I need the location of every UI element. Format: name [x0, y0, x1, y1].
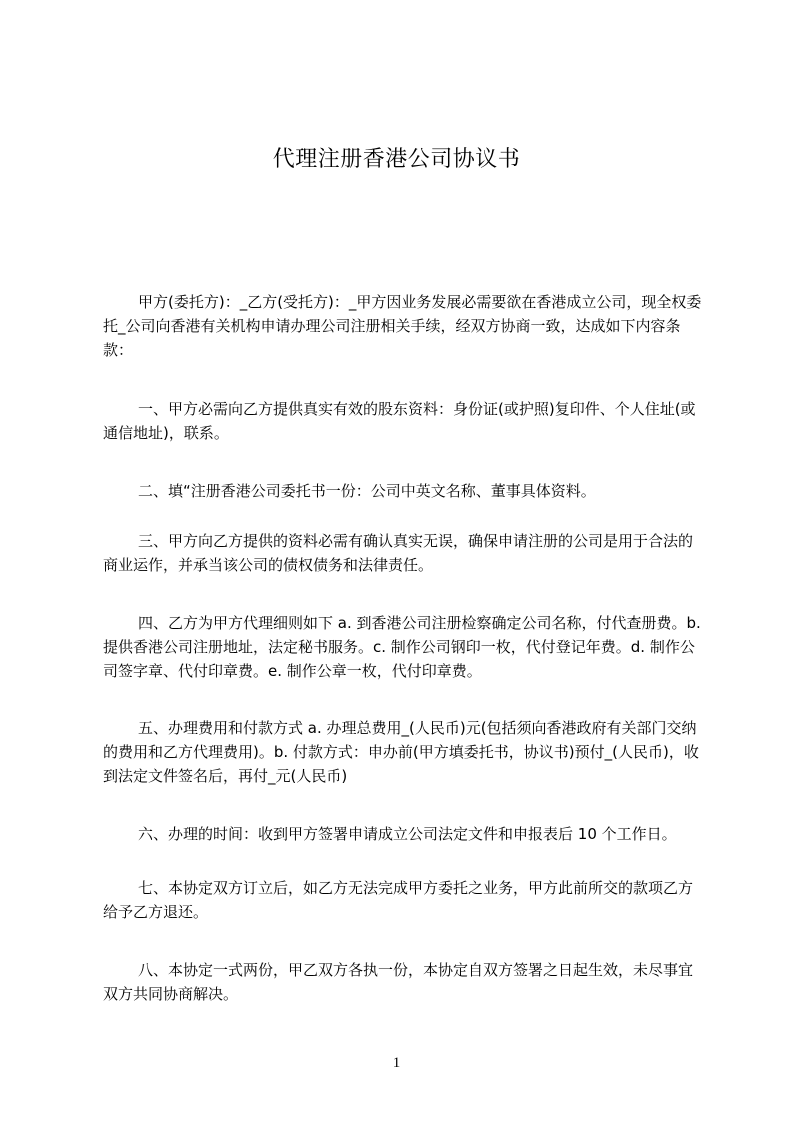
preamble-paragraph: 甲方(委托方)：_乙方(受托方)：_甲方因业务发展必需要欲在香港成立公司，现全权委托_公司向香港有关机构申请办理公司注册相关手续，经双方协商一致，达成如下内容条款：: [103, 293, 702, 359]
clause-7-paragraph: 七、本协定双方订立后，如乙方无法完成甲方委托之业务，甲方此前所交的款项乙方给予乙方退还。: [103, 879, 694, 921]
clause-3-paragraph: 三、甲方向乙方提供的资料必需有确认真实无误，确保申请注册的公司是用于合法的商业运作，并承当该公司的债权债务和法律责任。: [103, 532, 694, 574]
clause-5-paragraph: 五、办理费用和付款方式 a. 办理总费用_(人民币)元(包括须向香港政府有关部门交纳的费用和乙方代理费用)。b. 付款方式：申办前(甲方填委托书，协议书)预付_(人民币)，收到法定文件签名后，再付_元(人民币): [103, 719, 699, 785]
clause-2-paragraph: 二、填“注册香港公司委托书一份：公司中英文名称、董事具体资料。: [138, 482, 596, 500]
document-title: 代理注册香港公司协议书: [272, 147, 521, 172]
clause-8-paragraph: 八、本协定一式两份，甲乙双方各执一份，本协定自双方签署之日起生效，未尽事宜双方共同协商解决。: [103, 961, 694, 1003]
clause-6-paragraph: 六、办理的时间：收到甲方签署申请成立公司法定文件和申报表后 10 个工作日。: [138, 825, 677, 843]
clause-1-paragraph: 一、甲方必需向乙方提供真实有效的股东资料：身份证(或护照)复印件、个人住址(或通信地址)，联系。: [103, 400, 696, 442]
page-number: 1: [392, 1055, 401, 1071]
clause-4-paragraph: 四、乙方为甲方代理细则如下 a. 到香港公司注册检察确定公司名称，付代查册费。b. 提供香港公司注册地址，法定秘书服务。c. 制作公司钢印一枚，代付登记年费。d. 制作公司签字章、代付印章费。e. 制作公章一枚，代付印章费。: [103, 614, 701, 680]
